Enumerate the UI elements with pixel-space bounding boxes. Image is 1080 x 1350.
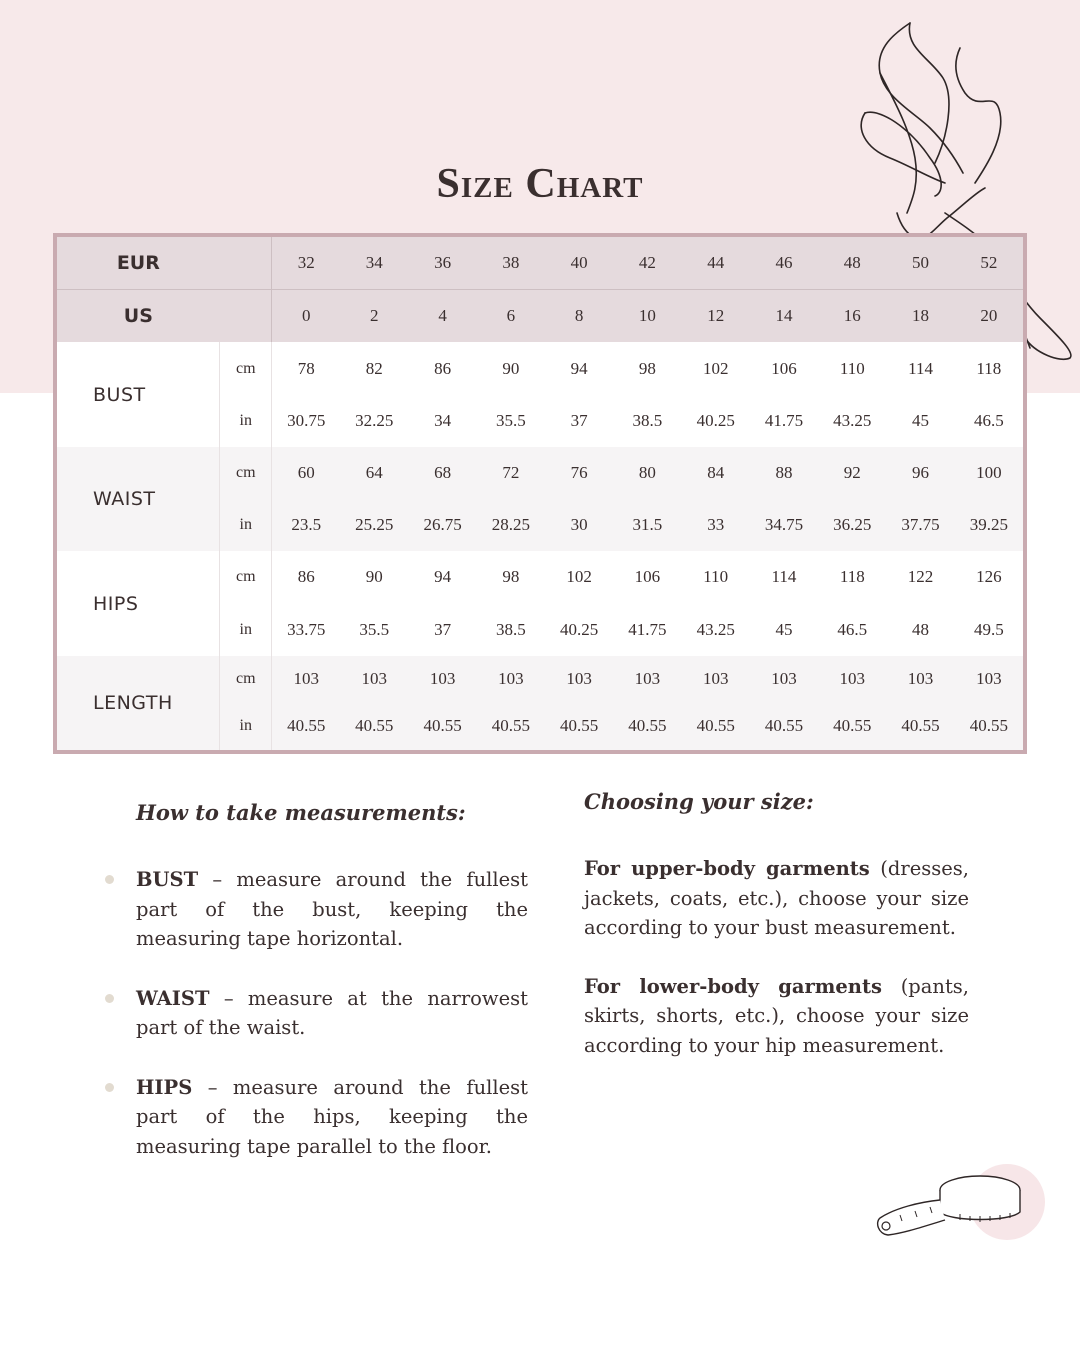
header-spacer [220, 237, 272, 290]
instruction-text: – measure around the fullest part of the bust, keeping the measuring tape horizontal. [136, 868, 528, 950]
size-cell: 8 [545, 290, 613, 343]
measurement-name: HIPS [57, 551, 220, 655]
measuring-tape-icon [870, 1160, 1050, 1245]
instruction-hips [102, 1073, 528, 1162]
unit-label: in [220, 604, 272, 656]
value-cell: 103 [682, 656, 750, 703]
value-cell: 40.55 [682, 703, 750, 750]
instruction-term: BUST [136, 868, 199, 891]
value-cell: 114 [750, 551, 818, 603]
value-cell: 40.55 [886, 703, 954, 750]
value-cell: 40.25 [545, 604, 613, 656]
value-cell: 34 [408, 395, 476, 447]
value-cell: 110 [682, 551, 750, 603]
value-cell: 37.75 [886, 499, 954, 551]
value-cell: 76 [545, 447, 613, 499]
instruction-text: – measure at the narrowest part of the waist. [136, 986, 528, 1039]
size-cell: 4 [408, 290, 476, 343]
value-cell: 45 [750, 604, 818, 656]
bullet-dot [105, 994, 114, 1003]
value-cell: 43.25 [682, 604, 750, 656]
value-cell: 102 [682, 342, 750, 394]
advice-text: (pants, skirts, shorts, etc.), choose your size according to your hip measurement. [584, 974, 970, 1057]
measure-row-hips-cm [57, 551, 1023, 603]
size-chart-table [53, 233, 1027, 754]
value-cell: 30.75 [272, 395, 340, 447]
size-cell: 32 [272, 237, 340, 290]
value-cell: 72 [477, 447, 545, 499]
value-cell: 40.55 [955, 703, 1023, 750]
value-cell: 106 [750, 342, 818, 394]
measure-row-waist-cm [57, 447, 1023, 499]
header-label: US [57, 290, 220, 343]
value-cell: 64 [340, 447, 408, 499]
value-cell: 30 [545, 499, 613, 551]
value-cell: 82 [340, 342, 408, 394]
unit-label: cm [220, 656, 272, 703]
upper-body-advice [584, 854, 969, 943]
size-cell: 50 [886, 237, 954, 290]
value-cell: 36.25 [818, 499, 886, 551]
value-cell: 28.25 [477, 499, 545, 551]
measure-row-length-cm [57, 656, 1023, 703]
value-cell: 103 [545, 656, 613, 703]
value-cell: 86 [408, 342, 476, 394]
value-cell: 25.25 [340, 499, 408, 551]
value-cell: 103 [955, 656, 1023, 703]
unit-label: in [220, 395, 272, 447]
measurement-name: BUST [57, 342, 220, 446]
header-label: EUR [57, 237, 220, 290]
instruction-term: HIPS [136, 1075, 193, 1099]
value-cell: 103 [613, 656, 681, 703]
value-cell: 102 [545, 551, 613, 603]
value-cell: 35.5 [477, 395, 545, 447]
size-cell: 18 [886, 290, 954, 343]
unit-label: in [220, 499, 272, 551]
size-cell: 46 [750, 237, 818, 290]
value-cell: 96 [886, 447, 954, 499]
value-cell: 39.25 [955, 499, 1023, 551]
choosing-size-section [584, 789, 969, 1089]
value-cell: 33.75 [272, 604, 340, 656]
value-cell: 40.55 [750, 703, 818, 750]
value-cell: 118 [818, 551, 886, 603]
value-cell: 46.5 [818, 604, 886, 656]
bullet-dot [105, 875, 114, 884]
value-cell: 90 [477, 342, 545, 394]
value-cell: 40.55 [408, 703, 476, 750]
value-cell: 110 [818, 342, 886, 394]
value-cell: 92 [818, 447, 886, 499]
value-cell: 26.75 [408, 499, 476, 551]
value-cell: 118 [955, 342, 1023, 394]
value-cell: 41.75 [613, 604, 681, 656]
value-cell: 45 [886, 395, 954, 447]
measurement-instructions [102, 800, 528, 1191]
value-cell: 49.5 [955, 604, 1023, 656]
value-cell: 23.5 [272, 499, 340, 551]
value-cell: 43.25 [818, 395, 886, 447]
bullet-dot [105, 1083, 114, 1092]
size-cell: 48 [818, 237, 886, 290]
value-cell: 103 [818, 656, 886, 703]
measurement-name: LENGTH [57, 656, 220, 750]
value-cell: 80 [613, 447, 681, 499]
value-cell: 100 [955, 447, 1023, 499]
value-cell: 32.25 [340, 395, 408, 447]
unit-label: cm [220, 342, 272, 394]
value-cell: 40.55 [340, 703, 408, 750]
value-cell: 103 [886, 656, 954, 703]
size-cell: 36 [408, 237, 476, 290]
value-cell: 86 [272, 551, 340, 603]
value-cell: 40.55 [613, 703, 681, 750]
size-cell: 0 [272, 290, 340, 343]
size-cell: 10 [613, 290, 681, 343]
value-cell: 78 [272, 342, 340, 394]
header-spacer [220, 290, 272, 343]
measure-row-bust-cm [57, 342, 1023, 394]
value-cell: 34.75 [750, 499, 818, 551]
value-cell: 37 [408, 604, 476, 656]
size-cell: 6 [477, 290, 545, 343]
value-cell: 41.75 [750, 395, 818, 447]
value-cell: 114 [886, 342, 954, 394]
value-cell: 94 [408, 551, 476, 603]
value-cell: 40.55 [477, 703, 545, 750]
value-cell: 38.5 [613, 395, 681, 447]
size-cell: 16 [818, 290, 886, 343]
advice-term: For lower-body garments [584, 974, 882, 998]
value-cell: 94 [545, 342, 613, 394]
value-cell: 37 [545, 395, 613, 447]
lower-body-advice [584, 972, 969, 1061]
value-cell: 122 [886, 551, 954, 603]
value-cell: 46.5 [955, 395, 1023, 447]
value-cell: 38.5 [477, 604, 545, 656]
unit-label: cm [220, 447, 272, 499]
value-cell: 126 [955, 551, 1023, 603]
size-cell: 40 [545, 237, 613, 290]
unit-label: in [220, 703, 272, 750]
measurement-name: WAIST [57, 447, 220, 551]
value-cell: 40.55 [545, 703, 613, 750]
value-cell: 98 [613, 342, 681, 394]
size-cell: 38 [477, 237, 545, 290]
value-cell: 103 [477, 656, 545, 703]
size-cell: 42 [613, 237, 681, 290]
size-cell: 52 [955, 237, 1023, 290]
instruction-text: – measure around the fullest part of the hips, keeping the measuring tape parallel to the floor. [136, 1075, 528, 1158]
size-cell: 14 [750, 290, 818, 343]
page-title: Size Chart [436, 161, 644, 207]
value-cell: 40.55 [818, 703, 886, 750]
value-cell: 40.55 [272, 703, 340, 750]
value-cell: 84 [682, 447, 750, 499]
value-cell: 48 [886, 604, 954, 656]
instruction-term: WAIST [136, 986, 210, 1010]
header-row-us [57, 290, 1023, 343]
instructions-heading: How to take measurements: [136, 800, 466, 825]
value-cell: 103 [408, 656, 476, 703]
value-cell: 103 [750, 656, 818, 703]
choosing-heading: Choosing your size: [584, 789, 814, 814]
size-cell: 44 [682, 237, 750, 290]
instruction-waist [102, 984, 528, 1043]
value-cell: 88 [750, 447, 818, 499]
value-cell: 103 [272, 656, 340, 703]
advice-text: (dresses, jackets, coats, etc.), choose your size according to your bust measurement. [584, 857, 969, 939]
value-cell: 60 [272, 447, 340, 499]
advice-term: For upper-body garments [584, 857, 870, 880]
value-cell: 103 [340, 656, 408, 703]
value-cell: 35.5 [340, 604, 408, 656]
size-cell: 34 [340, 237, 408, 290]
value-cell: 31.5 [613, 499, 681, 551]
value-cell: 33 [682, 499, 750, 551]
size-cell: 12 [682, 290, 750, 343]
value-cell: 68 [408, 447, 476, 499]
value-cell: 98 [477, 551, 545, 603]
size-cell: 20 [955, 290, 1023, 343]
value-cell: 40.25 [682, 395, 750, 447]
unit-label: cm [220, 551, 272, 603]
value-cell: 106 [613, 551, 681, 603]
size-cell: 2 [340, 290, 408, 343]
instruction-bust [102, 865, 528, 954]
value-cell: 90 [340, 551, 408, 603]
header-row-eur [57, 237, 1023, 290]
